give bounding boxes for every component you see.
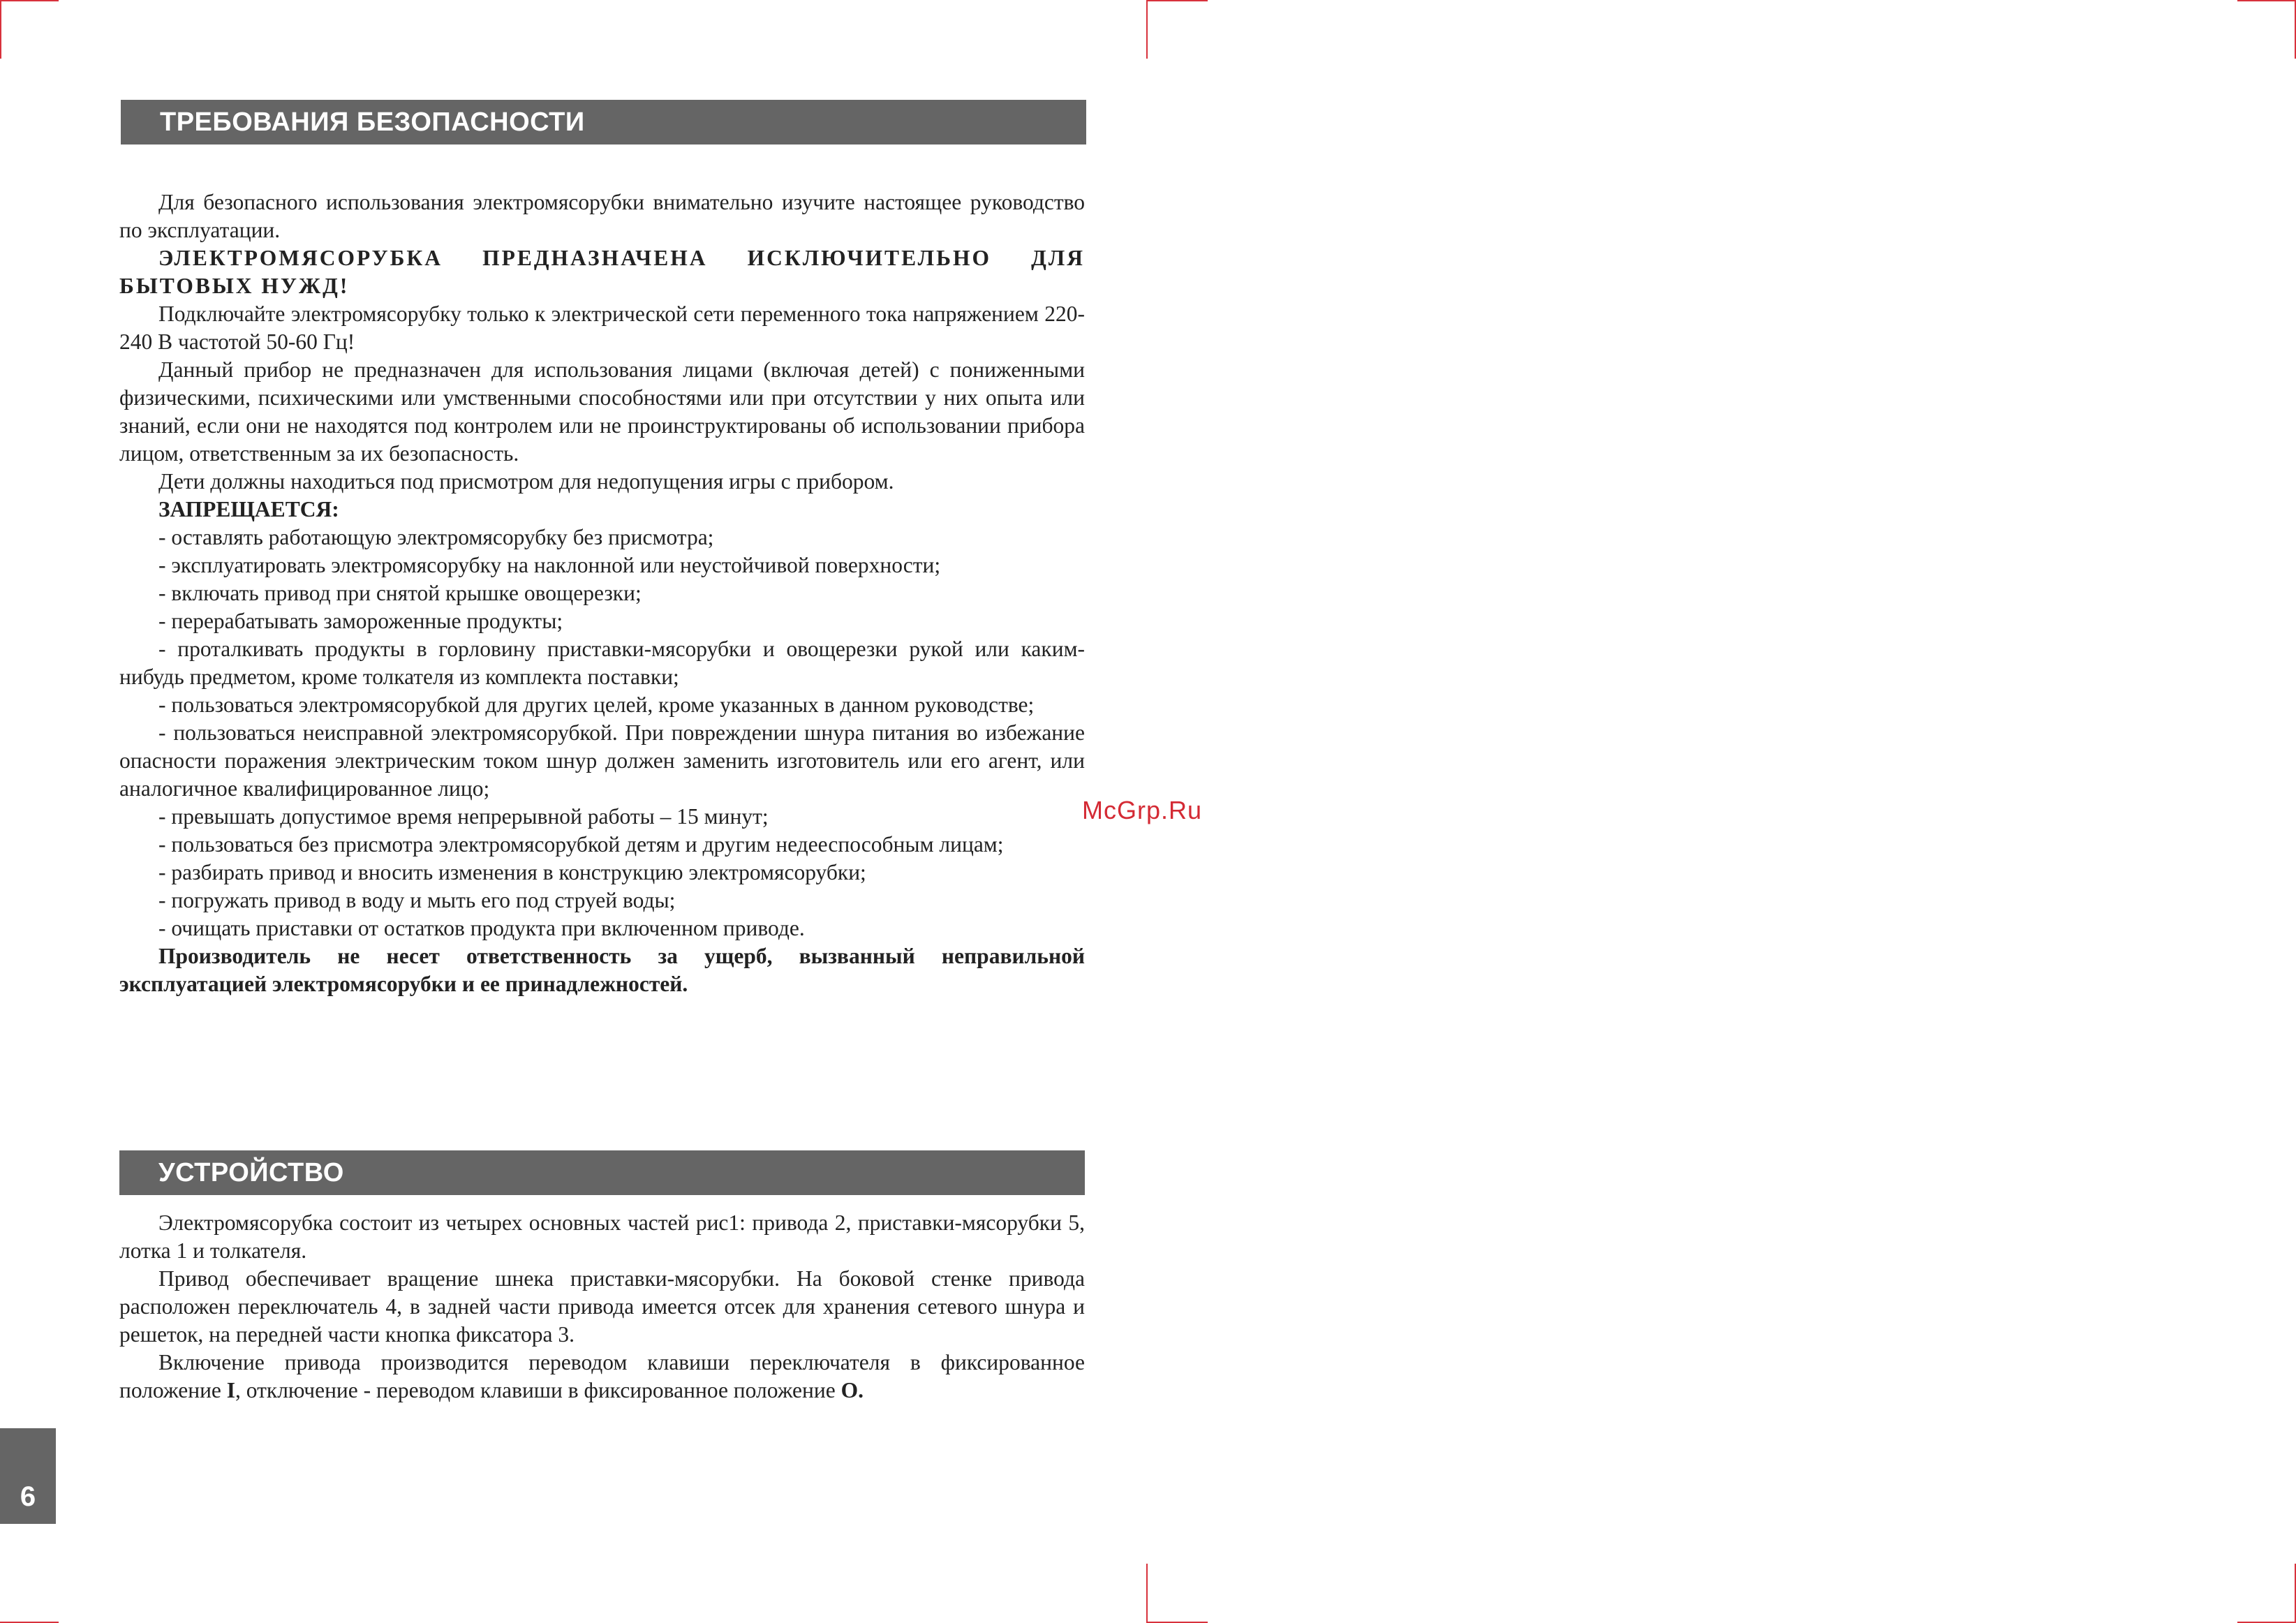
- paragraph: Для безопасного использования электромясорубки внимательно изучите настоящее руководство по эксплуатации.: [119, 190, 1085, 242]
- off-position-label: O.: [840, 1378, 864, 1402]
- safety-heading-text: ТРЕБОВАНИЯ БЕЗОПАСНОСТИ: [160, 107, 585, 137]
- prohibition-item: - пользоваться неисправной электромясорубкой. При повреждении шнура питания во избежание опасности поражения электрическим током шнур должен заменить изготовитель или его агент, или аналогичное квалифицированное лицо;: [119, 720, 1085, 801]
- page-number-tab: [0, 1428, 56, 1524]
- crop-mark: [1146, 0, 1208, 1]
- prohibition-item: - оставлять работающую электромясорубку без присмотра;: [158, 525, 714, 549]
- switch-text-middle: , отключение - переводом клавиши в фиксированное положение: [235, 1378, 841, 1402]
- crop-mark: [0, 0, 59, 1]
- household-use-warning: ЭЛЕКТРОМЯСОРУБКА ПРЕДНАЗНАЧЕНА ИСКЛЮЧИТЕЛЬНО ДЛЯ БЫТОВЫХ НУЖД!: [119, 246, 1085, 298]
- prohibition-item: - разбирать привод и вносить изменения в конструкцию электромясорубки;: [158, 860, 866, 884]
- device-heading-text: УСТРОЙСТВО: [158, 1157, 344, 1187]
- paragraph: Привод обеспечивает вращение шнека приставки-мясорубки. На боковой стенке привода расположен переключатель 4, в задней части привода имеется отсек для хранения сетевого шнура и решеток, на передней части кнопка фиксатора 3.: [119, 1266, 1085, 1347]
- paragraph: Подключайте электромясорубку только к электрической сети переменного тока напряжением 220-240 В частотой 50-60 Гц!: [119, 302, 1085, 354]
- prohibition-item: - включать привод при снятой крышке овощерезки;: [158, 581, 642, 605]
- crop-mark: [1146, 0, 1148, 59]
- paragraph: Дети должны находиться под присмотром для недопущения игры с прибором.: [158, 469, 894, 494]
- device-heading: [119, 1150, 1085, 1195]
- prohibition-item: - очищать приставки от остатков продукта при включенном приводе.: [158, 916, 805, 940]
- crop-mark: [1146, 1564, 1148, 1623]
- paragraph: Данный прибор не предназначен для использования лицами (включая детей) с пониженными физическими, психическими или умственными способностями или при отсутствии у них опыта или знаний, если они не находятся под контролем или не проинструктированы об использовании прибора лицом, ответственным за их безопасность.: [119, 357, 1085, 466]
- crop-mark: [2237, 0, 2296, 1]
- crop-mark: [0, 0, 1, 59]
- watermark: McGrp.Ru: [1082, 796, 1203, 824]
- prohibited-heading: ЗАПРЕЩАЕТСЯ:: [158, 497, 339, 521]
- safety-text: [119, 188, 1085, 998]
- prohibition-item: - пользоваться без присмотра электромясорубкой детям и другим недееспособным лицам;: [158, 832, 1004, 857]
- prohibition-item: - пользоваться электромясорубкой для других целей, кроме указанных в данном руководстве;: [158, 692, 1035, 717]
- prohibition-item: - перерабатывать замороженные продукты;: [158, 609, 563, 633]
- device-text: [119, 1209, 1085, 1405]
- prohibition-item: - проталкивать продукты в горловину приставки-мясорубки и овощерезки рукой или каким-нибудь предметом, кроме толкателя из комплекта поставки;: [119, 637, 1085, 689]
- page-number: 6: [20, 1481, 36, 1512]
- switch-text-before: Включение привода производится переводом клавиши переключателя в фиксированное положение: [119, 1350, 1085, 1402]
- safety-heading: [121, 100, 1086, 144]
- liability-disclaimer: Производитель не несет ответственность за ущерб, вызванный неправильной эксплуатацией электромясорубки и ее принадлежностей.: [119, 944, 1085, 996]
- prohibition-item: - превышать допустимое время непрерывной работы – 15 минут;: [158, 804, 769, 829]
- prohibition-item: - погружать привод в воду и мыть его под струей воды;: [158, 888, 676, 912]
- on-position-label: I: [226, 1378, 236, 1402]
- switch-paragraph: [119, 1349, 1085, 1405]
- prohibition-item: - эксплуатировать электромясорубку на наклонной или неустойчивой поверхности;: [158, 553, 941, 577]
- paragraph: Электромясорубка состоит из четырех основных частей рис1: привода 2, приставки-мясорубки 5, лотка 1 и толкателя.: [119, 1210, 1085, 1263]
